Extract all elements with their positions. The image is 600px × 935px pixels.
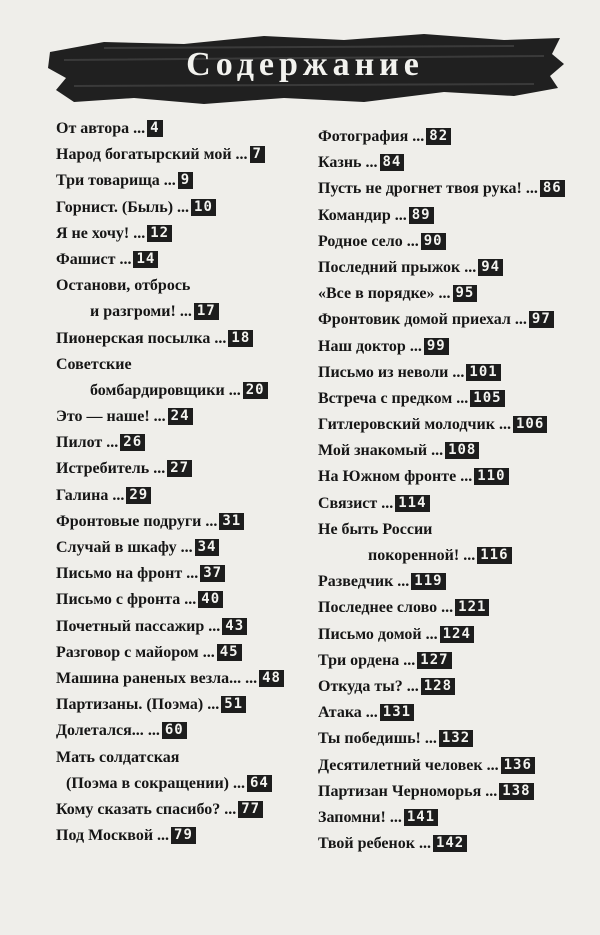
- toc-entry: [56, 221, 304, 247]
- leader-dots: ...: [399, 651, 416, 669]
- toc-entry-title: Письмо домой: [318, 625, 422, 643]
- toc-entry-title: Запомни!: [318, 808, 386, 826]
- toc-entry-title: (Поэма в сокращении): [66, 774, 229, 792]
- page-number: 34: [195, 539, 220, 556]
- toc-entry-title: Пионерская посылка: [56, 329, 211, 347]
- page-number: 106: [513, 416, 547, 433]
- toc-entry-title: Пилот: [56, 434, 103, 452]
- toc-entry: [318, 779, 598, 805]
- toc-entry: [318, 726, 598, 752]
- toc-entry-title: Кому сказать спасибо?: [56, 800, 221, 818]
- toc-entry: [56, 535, 304, 561]
- page-number: 84: [380, 154, 405, 171]
- toc-entry: [56, 640, 304, 666]
- toc-entry: [318, 255, 598, 281]
- toc-entry-title: покоренной!: [368, 547, 460, 564]
- leader-dots: ...: [521, 180, 538, 198]
- toc-entry-title: Истребитель: [56, 460, 150, 478]
- leader-dots: ...: [204, 617, 221, 635]
- leader-dots: ...: [203, 696, 220, 714]
- page-number: 142: [433, 835, 467, 852]
- page-number: 24: [168, 408, 193, 425]
- toc-entry: [318, 569, 598, 595]
- leader-dots: ...: [210, 329, 227, 347]
- page-number: 82: [426, 128, 451, 145]
- toc-entry-title: Фотография: [318, 128, 409, 145]
- leader-dots: ...: [224, 381, 241, 399]
- title-banner: [44, 30, 566, 110]
- toc-entry: [56, 352, 304, 378]
- page-number: 51: [221, 696, 246, 713]
- page-number: 141: [404, 809, 438, 826]
- page-number: 132: [439, 730, 473, 747]
- leader-dots: ...: [377, 494, 394, 512]
- page-number: 7: [250, 146, 265, 163]
- page-number: 119: [411, 573, 445, 590]
- page-number: 121: [455, 599, 489, 616]
- leader-dots: ...: [361, 154, 378, 172]
- toc-entry-title: Последний прыжок: [318, 258, 461, 276]
- toc-entry: [318, 700, 598, 726]
- toc-entry: [318, 334, 598, 360]
- leader-dots: ...: [115, 250, 132, 268]
- leader-dots: ...: [510, 311, 527, 329]
- page-number: 43: [222, 618, 247, 635]
- leader-dots: ...: [421, 625, 438, 643]
- leader-dots: ...: [405, 337, 422, 355]
- leader-dots: ...: [385, 808, 402, 826]
- page-number: 14: [133, 251, 158, 268]
- leader-dots: ...: [427, 442, 444, 460]
- toc-entry: [56, 614, 304, 640]
- toc-entry: [56, 745, 304, 771]
- toc-entry-title: и разгроми!: [90, 303, 176, 321]
- leader-dots: ...: [153, 827, 170, 845]
- leader-dots: ...: [180, 591, 197, 609]
- toc-entry: [318, 438, 598, 464]
- toc-entry: [318, 150, 598, 176]
- leader-dots: ...: [393, 573, 410, 591]
- page-number: 31: [219, 513, 244, 530]
- page-number: 95: [453, 285, 478, 302]
- toc-entry: [318, 517, 598, 543]
- toc-entry: [318, 595, 598, 621]
- toc-entry: [56, 456, 304, 482]
- leader-dots: ...: [143, 722, 160, 740]
- leader-dots: ...: [434, 285, 451, 303]
- toc-entry: [56, 718, 304, 744]
- leader-dots: ...: [175, 303, 192, 321]
- page-number: 114: [395, 495, 429, 512]
- toc-entry-title: Останови, отбрось: [56, 277, 191, 295]
- leader-dots: ...: [198, 643, 215, 661]
- toc-entry-title: Разговор с майором: [56, 643, 199, 661]
- toc-entry-title: «Все в порядке»: [318, 285, 435, 303]
- toc-entry: [318, 648, 598, 674]
- leader-dots: ...: [220, 800, 237, 818]
- page-number: 127: [417, 652, 451, 669]
- page-number: 45: [217, 644, 242, 661]
- page-number: 40: [198, 591, 223, 608]
- toc-entry: [318, 491, 598, 517]
- page-number: 12: [147, 225, 172, 242]
- page-number: 37: [200, 565, 225, 582]
- toc-entry: [56, 430, 304, 456]
- toc-entry: [56, 404, 304, 430]
- toc-entry: [318, 307, 598, 333]
- page-number: 138: [499, 783, 533, 800]
- page-number: 90: [421, 233, 446, 250]
- toc-entry-title: Советские: [56, 355, 132, 373]
- page-number: 105: [470, 390, 504, 407]
- leader-dots: ...: [460, 258, 477, 276]
- page-number: 26: [120, 434, 145, 451]
- toc-entry-title: Твой ребенок: [318, 835, 415, 853]
- toc-left-column: [56, 116, 304, 849]
- toc-entry-title: Мать солдатская: [56, 748, 180, 766]
- toc-entry-title: Наш доктор: [318, 337, 406, 355]
- toc-entry: [56, 299, 304, 325]
- toc-entry: [318, 622, 598, 648]
- leader-dots: ...: [459, 547, 476, 564]
- page-number: 20: [243, 382, 268, 399]
- toc-entry: [56, 168, 304, 194]
- leader-dots: ...: [437, 599, 454, 617]
- page-number: 89: [409, 207, 434, 224]
- page-number: 108: [445, 442, 479, 459]
- toc-entry-title: Три ордена: [318, 651, 400, 669]
- page-number: 60: [162, 722, 187, 739]
- leader-dots: ...: [481, 782, 498, 800]
- leader-dots: ...: [494, 416, 511, 434]
- toc-entry: [56, 666, 304, 692]
- leader-dots: ...: [129, 224, 146, 242]
- page-number: 101: [466, 364, 500, 381]
- leader-dots: ...: [108, 486, 125, 504]
- leader-dots: ...: [173, 198, 190, 216]
- leader-dots: ...: [482, 756, 499, 774]
- page-number: 94: [478, 259, 503, 276]
- toc-entry: [318, 281, 598, 307]
- leader-dots: ...: [159, 172, 176, 190]
- leader-dots: ...: [149, 408, 166, 426]
- toc-entry-title: Атака: [318, 704, 362, 722]
- leader-dots: ...: [456, 468, 473, 486]
- toc-entry: [318, 229, 598, 255]
- toc-entry: [56, 823, 304, 849]
- page-number: 4: [147, 120, 162, 137]
- toc-entry: [318, 360, 598, 386]
- leader-dots: ...: [129, 120, 146, 137]
- leader-dots: ...: [408, 128, 425, 145]
- leader-dots: ...: [402, 677, 419, 695]
- toc-entry-title: Партизан Черноморья: [318, 782, 482, 800]
- toc-entry: [318, 124, 598, 150]
- toc-entry: [56, 142, 304, 168]
- page-number: 99: [424, 338, 449, 355]
- page-number: 131: [380, 704, 414, 721]
- toc-entry-title: Казнь: [318, 154, 362, 172]
- leader-dots: ...: [149, 460, 166, 478]
- toc-entry-title: Фронтовик домой приехал: [318, 311, 511, 329]
- toc-entry-title: Связист: [318, 494, 378, 512]
- toc-entry-title: Встреча с предком: [318, 389, 453, 407]
- toc-entry: [56, 378, 304, 404]
- page-number: 27: [167, 460, 192, 477]
- toc-entry-title: Фашист: [56, 250, 116, 268]
- toc-entry-title: Письмо из неволи: [318, 363, 449, 381]
- page-number: 128: [421, 678, 455, 695]
- toc-entry-title: Это — наше!: [56, 408, 150, 426]
- page-number: 110: [474, 468, 508, 485]
- toc-entry-title: Под Москвой: [56, 827, 154, 845]
- toc-entry: [318, 176, 598, 202]
- page-number: 124: [440, 626, 474, 643]
- toc-entry-title: Десятилетний человек: [318, 756, 483, 774]
- toc-entry-title: На Южном фронте: [318, 468, 457, 486]
- toc-right-column: [318, 124, 598, 857]
- page-title: Содержание: [186, 46, 424, 83]
- toc-entry-title: Пусть не дрогнет твоя рука!: [318, 180, 522, 198]
- leader-dots: ...: [420, 730, 437, 748]
- toc-entry: [318, 412, 598, 438]
- toc-entry-title: Разведчик: [318, 573, 394, 591]
- toc-entry-title: Горнист. (Быль): [56, 198, 174, 216]
- toc-entry-title: Почетный пассажир: [56, 617, 205, 635]
- toc-entry-title: Три товарища: [56, 172, 160, 190]
- toc-entry-title: Родное село: [318, 232, 403, 250]
- leader-dots: ...: [448, 363, 465, 381]
- page-number: 18: [228, 330, 253, 347]
- toc-entry: [56, 561, 304, 587]
- toc-entry: [318, 805, 598, 831]
- toc-entry-title: От автора: [56, 120, 130, 137]
- leader-dots: ...: [361, 704, 378, 722]
- toc-entry-title: Не быть России: [318, 520, 433, 538]
- toc-entry-title: Гитлеровский молодчик: [318, 416, 495, 434]
- toc-entry: [56, 116, 304, 142]
- toc-entry: [318, 386, 598, 412]
- leader-dots: ...: [390, 206, 407, 224]
- toc-entry-title: Долетался...: [56, 722, 144, 740]
- toc-entry: [56, 195, 304, 221]
- page-number: 29: [126, 487, 151, 504]
- toc-entry: [56, 587, 304, 613]
- leader-dots: ...: [414, 835, 431, 853]
- toc-entry: [56, 692, 304, 718]
- page-number: 86: [540, 180, 565, 197]
- page-number: 116: [477, 547, 511, 564]
- toc-entry-title: Галина: [56, 486, 109, 504]
- toc-entry-title: Письмо на фронт: [56, 565, 183, 583]
- page-number: 10: [191, 199, 216, 216]
- toc-entry-title: Письмо с фронта: [56, 591, 181, 609]
- page-number: 17: [194, 303, 219, 320]
- toc-entry: [56, 247, 304, 273]
- leader-dots: ...: [201, 512, 218, 530]
- leader-dots: ...: [176, 539, 193, 556]
- toc-entry-title: Народ богатырский мой: [56, 146, 232, 164]
- leader-dots: ...: [241, 669, 258, 687]
- toc-entry-title: Партизаны. (Поэма): [56, 696, 204, 714]
- toc-entry-title: Я не хочу!: [56, 224, 130, 242]
- toc-entry-title: Машина раненых везла...: [56, 669, 242, 687]
- leader-dots: ...: [182, 565, 199, 583]
- toc-entry: [318, 674, 598, 700]
- leader-dots: ...: [452, 389, 469, 407]
- toc-entry: [318, 464, 598, 490]
- toc-entry-title: Фронтовые подруги: [56, 512, 202, 530]
- toc-entry: [56, 273, 304, 299]
- toc-entry-title: Командир: [318, 206, 391, 224]
- toc-entry-title: Случай в шкафу: [56, 539, 177, 556]
- toc-entry-title: Откуда ты?: [318, 677, 403, 695]
- toc-entry: [56, 509, 304, 535]
- toc-entry: [318, 543, 598, 569]
- leader-dots: ...: [228, 774, 245, 792]
- page-number: 136: [501, 757, 535, 774]
- toc-entry: [318, 753, 598, 779]
- toc-entry-title: Мой знакомый: [318, 442, 428, 460]
- leader-dots: ...: [102, 434, 119, 452]
- page-number: 77: [238, 801, 263, 818]
- page-number: 97: [529, 311, 554, 328]
- page-number: 79: [171, 827, 196, 844]
- toc-entry: [56, 797, 304, 823]
- toc-entry-title: Последнее слово: [318, 599, 438, 617]
- leader-dots: ...: [402, 232, 419, 250]
- toc-entry-title: бомбардировщики: [90, 381, 225, 399]
- page-number: 9: [178, 172, 193, 189]
- toc-entry: [56, 483, 304, 509]
- toc-entry: [56, 771, 304, 797]
- page-number: 48: [259, 670, 284, 687]
- toc-entry: [318, 831, 598, 857]
- toc-entry: [56, 326, 304, 352]
- toc-entry-title: Ты победишь!: [318, 730, 421, 748]
- page-number: 64: [247, 775, 272, 792]
- toc-entry: [318, 203, 598, 229]
- leader-dots: ...: [231, 146, 248, 164]
